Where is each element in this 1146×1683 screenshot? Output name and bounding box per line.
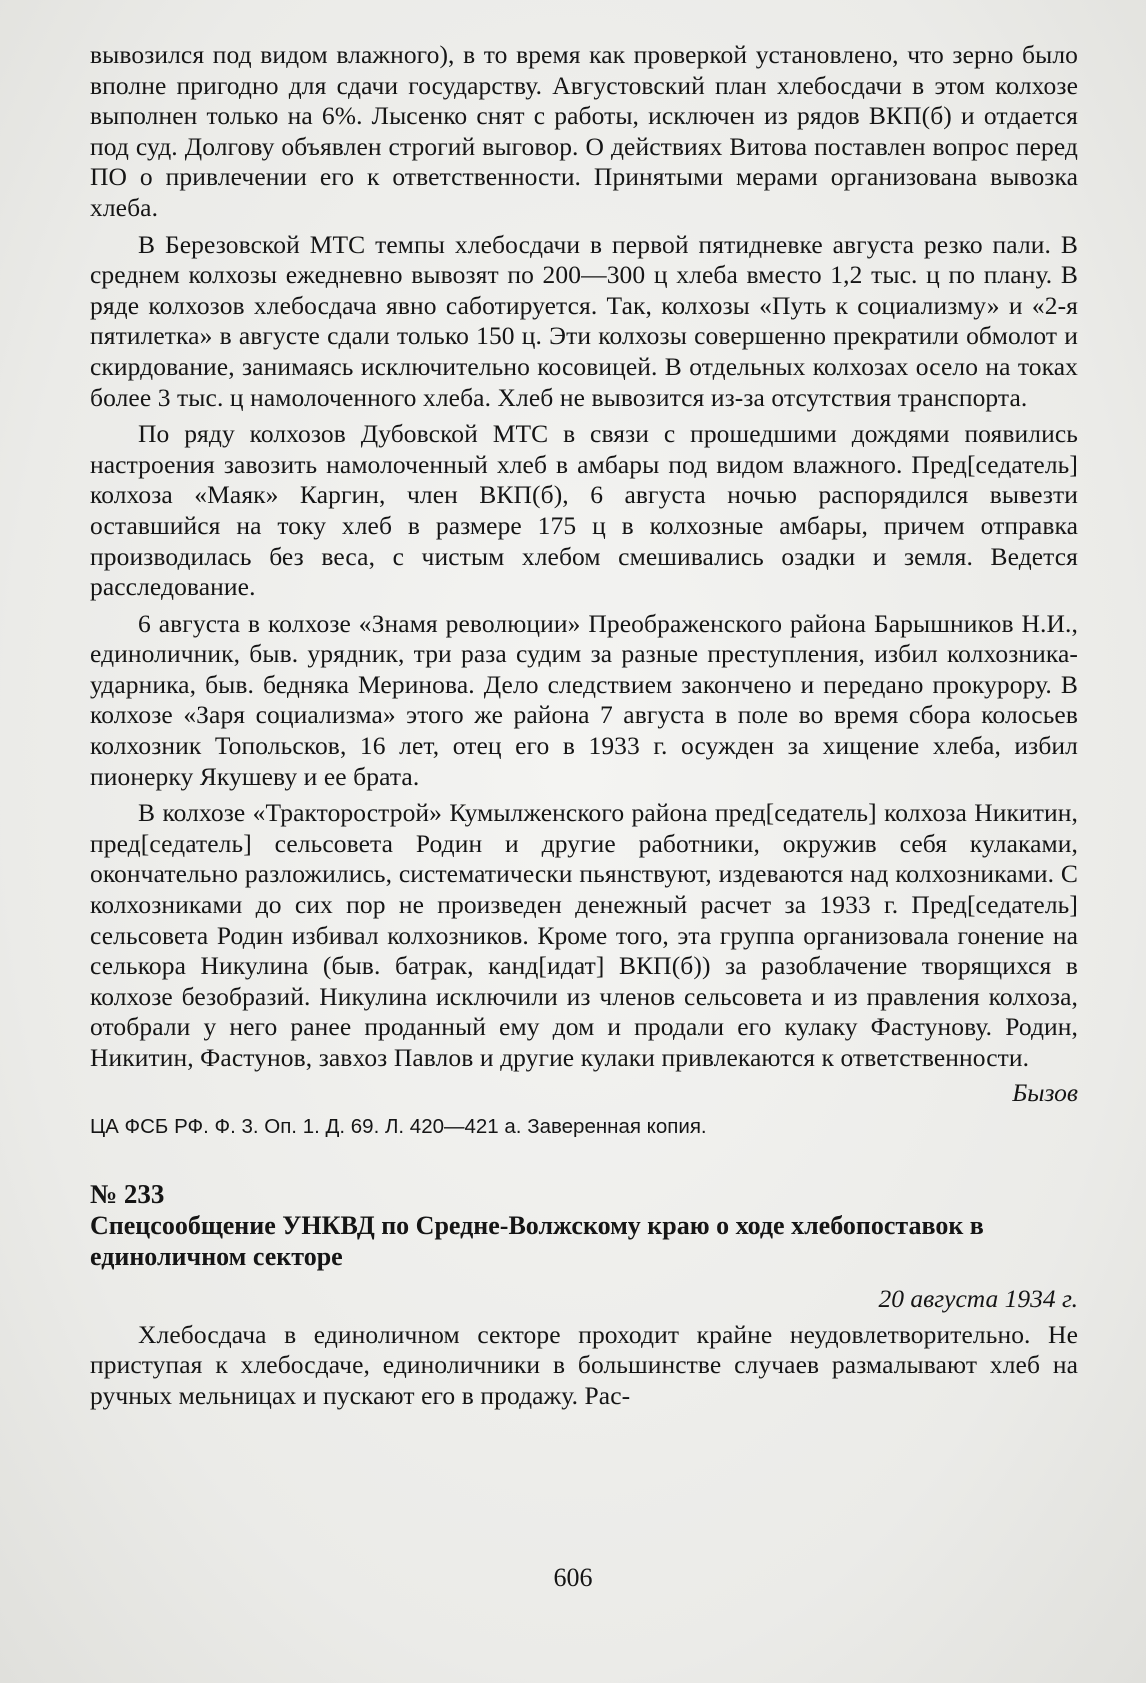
- page-number: 606: [553, 1563, 593, 1592]
- paragraph-traktorostroy: В колхозе «Тракторострой» Кумылженского района пред[седатель] колхоза Никитин, пред[седатель] сельсовета Родин и другие работники, окружив себя кулаками, окончательно разложились, систематически пьянствуют, издеваются над колхозниками. С колхозниками до сих пор не произведен денежный расчет за 1933 г. Пред[седатель] сельсовета Родин избивал колхозников. Кроме того, эта группа организовала гонение на селькора Никулина (быв. батрак, канд[идат] ВКП(б)) за разоблачение творящихся в колхозе безобразий. Никулина исключили из членов сельсовета и из правления колхоза, отобрали у него ранее проданный ему дом и продали его кулаку Фастунову. Родин, Никитин, Фастунов, завхоз Павлов и другие кулаки привлекаются к ответственности.: [90, 798, 1078, 1072]
- paragraph-continuation: вывозился под видом влажного), в то время как проверкой установлено, что зерно было вполне пригодно для сдачи государству. Августовский план хлебосдачи в этом колхозе выполнен только на 6%. Лысенко снят с работы, исключен из рядов ВКП(б) и отдается под суд. Долгову объявлен строгий выговор. О действиях Витова поставлен вопрос перед ПО о привлечении его к ответственности. Принятыми мерами организована вывозка хлеба.: [90, 40, 1078, 222]
- page-content: [90, 40, 1078, 1411]
- paragraph-znamya-revolyutsii: 6 августа в колхозе «Знамя революции» Преображенского района Барышников Н.И., единоличник, быв. урядник, три раза судим за разные преступления, избил колхозника-ударника, быв. бедняка Меринова. Дело следствием закончено и передано прокурору. В колхозе «Заря социализма» этого же района 7 августа в поле во время сбора колосьев колхозник Топольсков, 16 лет, отец его в 1933 г. осужден за хищение хлеба, избил пионерку Якушеву и ее брата.: [90, 608, 1078, 791]
- paragraph-dubovskaya-mts: По ряду колхозов Дубовской МТС в связи с прошедшими дождями появились настроения завозить намолоченный хлеб в амбары под видом влажного. Пред[седатель] колхоза «Маяк» Каргин, член ВКП(б), 6 августа ночью распорядился вывезти оставшийся на току хлеб в размере 175 ц в колхозные амбары, причем отправка производилась без веса, с чистым хлебом смешивались озадки и земля. Ведется расследование.: [90, 419, 1078, 602]
- document-title: Спецсообщение УНКВД по Средне-Волжскому краю о ходе хлебопоставок в единоличном секторе: [90, 1210, 984, 1271]
- document-first-paragraph: Хлебосдача в единоличном секторе проходит крайне неудовлетворительно. Не приступая к хлебосдаче, единоличники в большинстве случаев размалывают хлеб на ручных мельницах и пускают его в продажу. Рас-: [90, 1319, 1078, 1410]
- document-date: 20 августа 1934 г.: [878, 1283, 1078, 1313]
- signature: Бызов: [1012, 1077, 1078, 1107]
- document-number: № 233: [90, 1178, 165, 1209]
- paragraph-berezovskaya-mts: В Березовской МТС темпы хлебосдачи в первой пятидневке августа резко пали. В среднем колхозы ежедневно вывозят по 200—300 ц хлеба вместо 1,2 тыс. ц по плану. В ряде колхозов хлебосдача явно саботируется. Так, колхозы «Путь к социализму» и «2-я пятилетка» в августе сдали только 150 ц. Эти колхозы совершенно прекратили обмолот и скирдование, занимаясь исключительно косовицей. В отдельных колхозах осело на токах более 3 тыс. ц намолоченного хлеба. Хлеб не вывозится из-за отсутствия транспорта.: [90, 229, 1078, 412]
- archive-source-note: ЦА ФСБ РФ. Ф. 3. Оп. 1. Д. 69. Л. 420—421 а. Заверенная копия.: [90, 1114, 707, 1138]
